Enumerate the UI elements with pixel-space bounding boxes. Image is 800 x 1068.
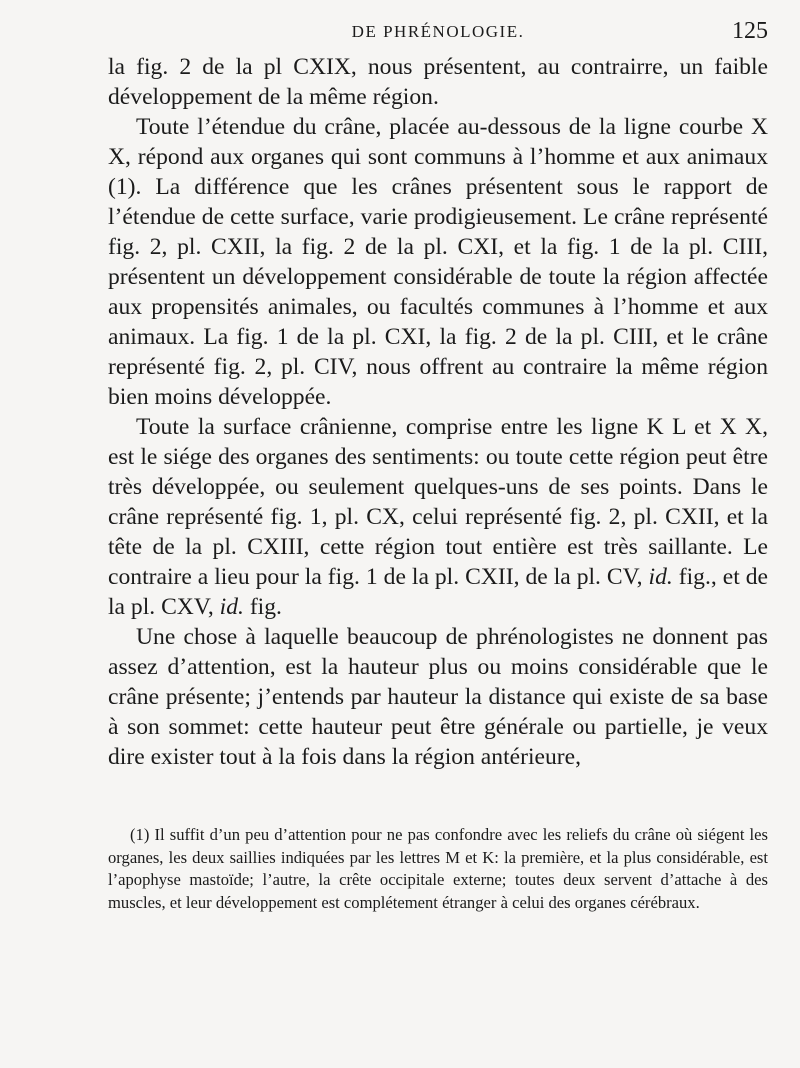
italic-abbreviation: id. <box>648 564 673 590</box>
paragraph-text: fig., et de la pl. CXV, <box>108 564 769 620</box>
paragraph <box>108 412 768 622</box>
page-number: 125 <box>732 18 768 44</box>
paragraph-text: fig. <box>243 594 282 620</box>
running-title: DE PHRÉNOLOGIE. <box>351 22 525 41</box>
footnote-text: (1) Il suffit d’un peu d’attention pour ne pas confondre avec les reliefs du crâne où siégent les organes, les deux saillies indiquées par les lettres M et K: la première, et la plus considérable, est l’apophyse mastoïde; l’autre, la crête occipitale externe; toutes deux servent d’attache à des muscles, et leur développement est complétement étranger à celui des organes cérébraux. <box>108 825 768 912</box>
body-text <box>108 52 768 772</box>
paragraph <box>108 622 768 772</box>
paragraph <box>108 52 768 112</box>
paragraph <box>108 112 768 412</box>
footnote <box>108 824 768 914</box>
paragraph-text: la fig. 2 de la pl CXIX, nous présentent, au contrairre, un faible développement de la même région. <box>108 54 768 110</box>
paragraph-text: Une chose à laquelle beaucoup de phrénologistes ne donnent pas assez d’attention, est la hauteur plus ou moins considérable que le crâne présente; j’entends par hauteur la distance qui existe de sa base à son sommet: cette hauteur peut être générale ou partielle, je veux dire exister tout à la fois dans la région antérieure, <box>108 624 768 770</box>
italic-abbreviation: id. <box>219 594 244 620</box>
running-head <box>108 18 768 50</box>
paragraph-text: Toute l’étendue du crâne, placée au-dessous de la ligne courbe X X, répond aux organes qui sont communs à l’homme et aux animaux (1). La différence que les crânes présentent sous le rapport de l’étendue de cette surface, varie prodigieusement. Le crâne représenté fig. 2, pl. CXII, la fig. 2 de la pl. CXI, et la fig. 1 de la pl. CIII, présentent un développement considérable de toute la région affectée aux propensités animales, ou facultés communes à l’homme et aux animaux. La fig. 1 de la pl. CXI, la fig. 2 de la pl. CIII, et le crâne représenté fig. 2, pl. CIV, nous offrent au contraire la même région bien moins développée. <box>108 114 768 410</box>
paragraph-text: Toute la surface crânienne, comprise entre les ligne K L et X X, est le siége des organes des sentiments: ou toute cette région peut être très développée, ou seulement quelques-uns de ses points. Dans le crâne représenté fig. 1, pl. CX, celui représenté fig. 2, pl. CXII, et la tête de la pl. CXIII, cette région tout entière est très saillante. Le contraire a lieu pour la fig. 1 de la pl. CXII, de la pl. CV, <box>108 414 768 590</box>
